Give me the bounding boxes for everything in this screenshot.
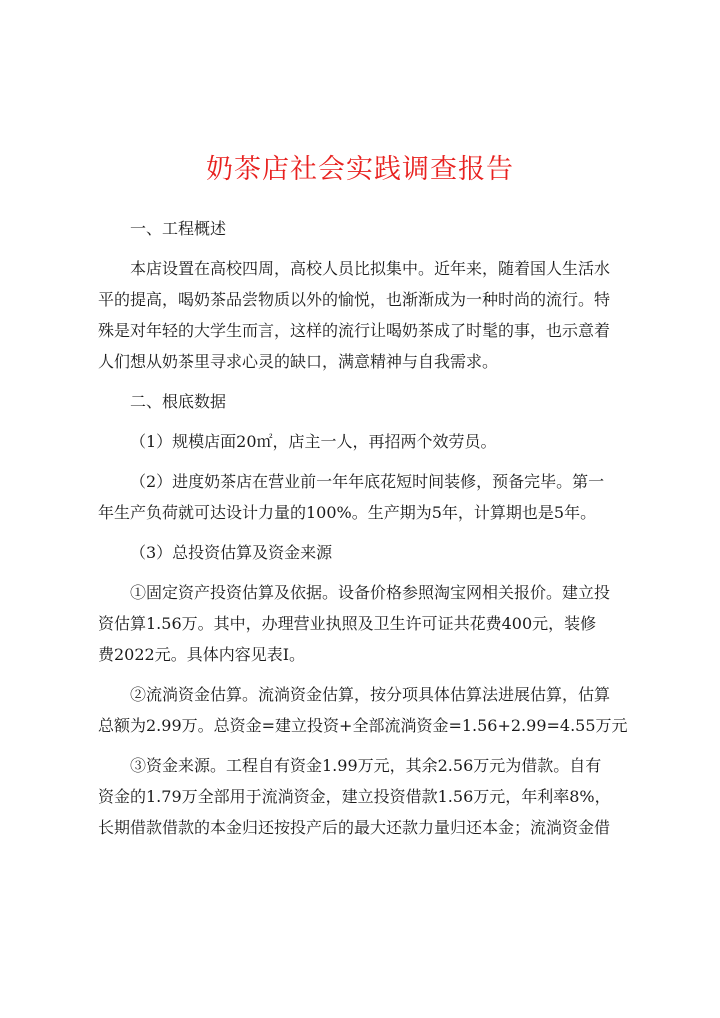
section-heading-overview: 一、工程概述 bbox=[130, 219, 227, 238]
paragraph-line: 年生产负荷就可达设计力量的100%。生产期为5年，计算期也是5年。 bbox=[98, 503, 597, 522]
paragraph-line: （1）规模店面20㎡，店主一人，再招两个效劳员。 bbox=[130, 432, 497, 451]
paragraph-line: 长期借款借款的本金归还按投产后的最大还款力量归还本金；流淌资金借 bbox=[98, 818, 611, 837]
paragraph-line: 人们想从奶茶里寻求心灵的缺口，满意精神与自我需求。 bbox=[98, 352, 499, 371]
paragraph-line: （2）进度奶茶店在营业前一年年底花短时间装修，预备完毕。第一 bbox=[130, 472, 605, 491]
section-heading-basic-data: 二、根底数据 bbox=[130, 392, 227, 411]
document-body bbox=[98, 213, 626, 843]
paragraph-line: 殊是对年轻的大学生而言，这样的流行让喝奶茶成了时髦的事，也示意着 bbox=[98, 321, 611, 340]
paragraph-line: 本店设置在高校四周，高校人员比拟集中。近年来，随着国人生活水 bbox=[130, 259, 611, 278]
paragraph-line: ③资金来源。工程自有资金1.99万元，其余2.56万元为借款。自有 bbox=[130, 756, 602, 775]
subsection-heading-investment: （3）总投资估算及资金来源 bbox=[130, 543, 333, 562]
paragraph-line: 资金的1.79万全部用于流淌资金，建立投资借款1.56万元，年利率8%， bbox=[98, 787, 611, 806]
paragraph-line: ①固定资产投资估算及依据。设备价格参照淘宝网相关报价。建立投 bbox=[130, 583, 611, 602]
document-title: 奶茶店社会实践调查报告 bbox=[206, 154, 514, 185]
paragraph-line: 资估算1.56万。其中，办理营业执照及卫生许可证共花费400元，装修 bbox=[98, 614, 597, 633]
paragraph-line: ②流淌资金估算。流淌资金估算，按分项具体估算法进展估算，估算 bbox=[130, 685, 611, 704]
paragraph-line: 费2022元。具体内容见表I。 bbox=[98, 645, 306, 664]
paragraph-line: 平的提高，喝奶茶品尝物质以外的愉悦，也渐渐成为一种时尚的流行。特 bbox=[98, 290, 611, 309]
paragraph-line: 总额为2.99万。总资金=建立投资+全部流淌资金=1.56+2.99=4.55万元 bbox=[98, 716, 628, 735]
